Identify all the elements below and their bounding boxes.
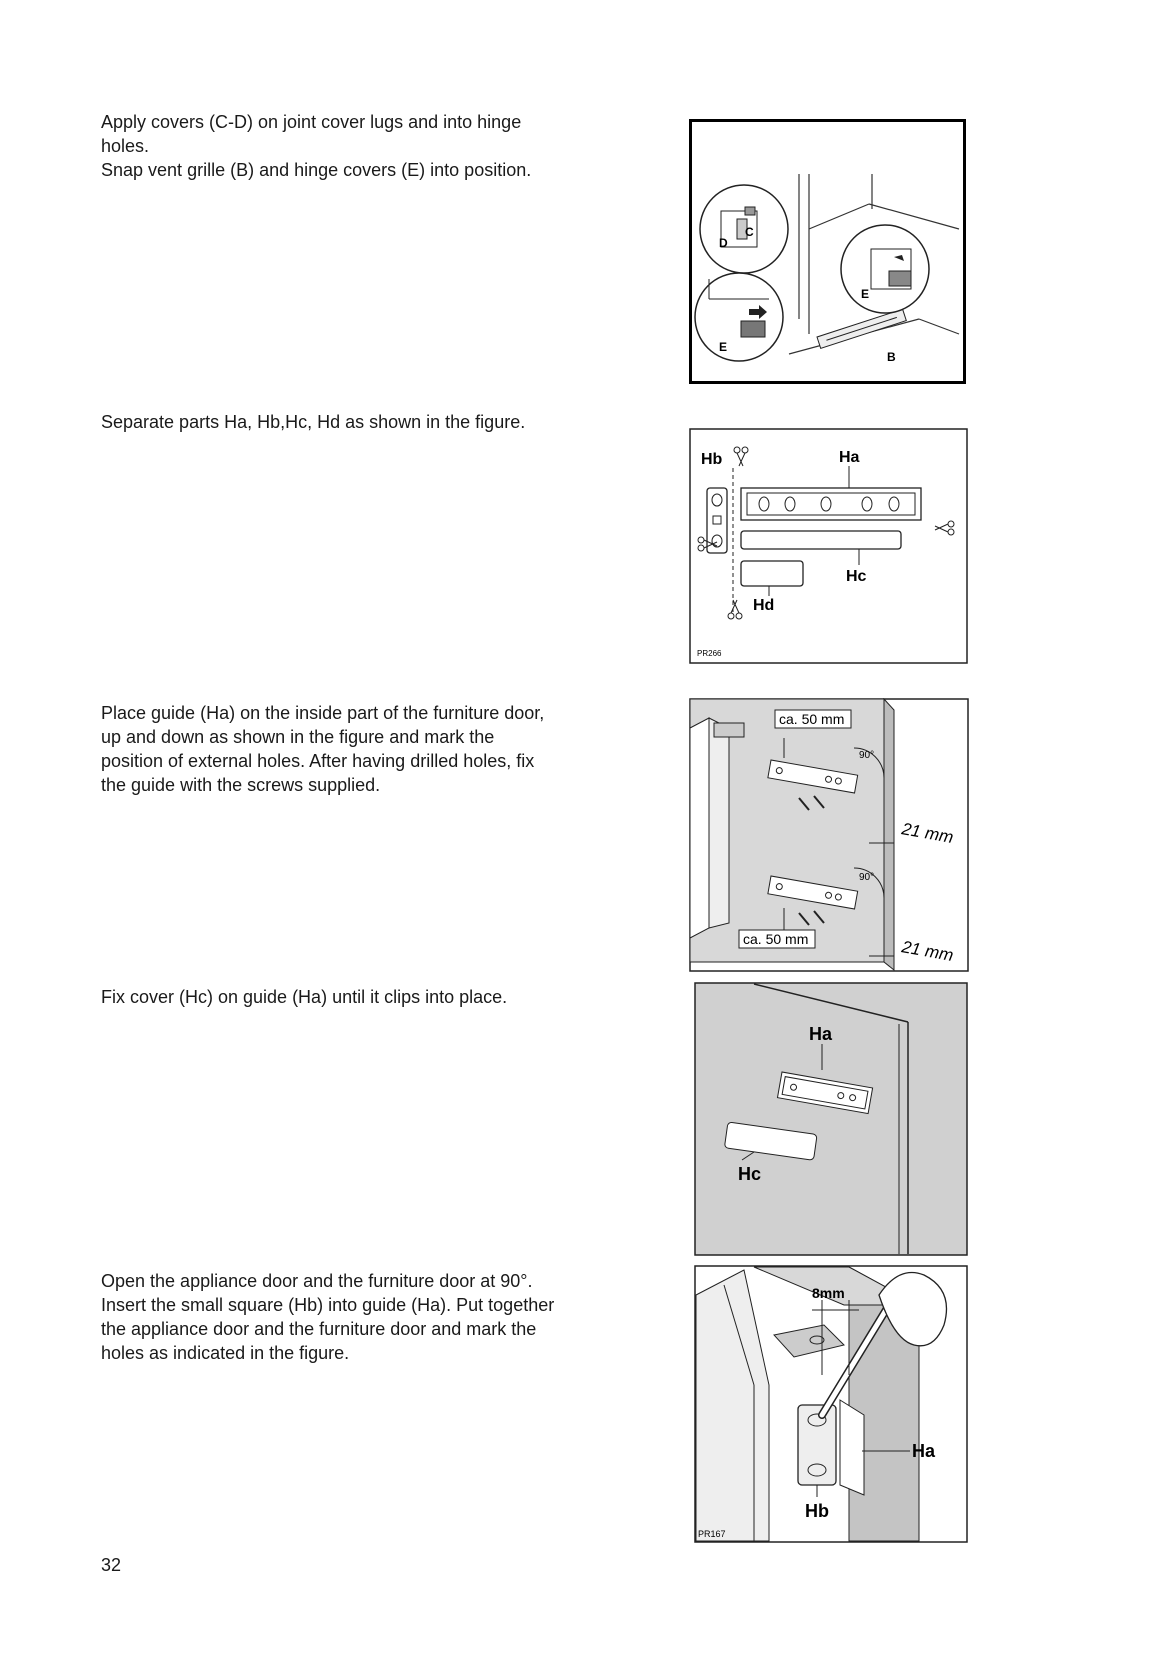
label-b: B <box>887 350 896 364</box>
step-2-line-1: Separate parts Ha, Hb,Hc, Hd as shown in the figure. <box>101 412 526 432</box>
step-2-text <box>101 410 561 434</box>
step-1-line-2: Snap vent grille (B) and hinge covers (E) into position. <box>101 160 532 180</box>
step-4-text <box>101 985 561 1009</box>
figure-code: PR266 <box>697 649 722 658</box>
figure-code: PR167 <box>698 1529 726 1539</box>
figure-cover-on-guide <box>694 982 968 1256</box>
step-1-line-1: Apply covers (C-D) on joint cover lugs and into hinge holes. <box>101 112 522 156</box>
step-3-line-1: Place guide (Ha) on the inside part of the furniture door, up and down as shown in the figure and mark the position of external holes. After having drilled holes, fix the guide with the screws supplied. <box>101 703 545 795</box>
label-hb: Hb <box>701 451 723 468</box>
label-hb: Hb <box>805 1501 829 1521</box>
figure-covers <box>689 119 966 384</box>
label-e-left: E <box>719 340 728 354</box>
label-hc: Hc <box>846 568 867 585</box>
label-ha: Ha <box>839 449 860 466</box>
step-1-text <box>101 110 561 182</box>
offset-bottom: 21 mm <box>900 937 955 965</box>
step-5-line-1: Open the appliance door and the furniture door at 90°. Insert the small square (Hb) into guide (Ha). Put together the appliance door and the furniture door and mark the holes as indicated in the figure. <box>101 1271 555 1363</box>
label-ha: Ha <box>809 1024 833 1044</box>
label-hc: Hc <box>738 1164 762 1184</box>
figure-parts <box>689 428 968 664</box>
step-5-text <box>101 1269 561 1365</box>
step-3-text <box>101 701 561 797</box>
step-4-line-1: Fix cover (Hc) on guide (Ha) until it clips into place. <box>101 987 508 1007</box>
offset-top: 21 mm <box>900 819 955 847</box>
label-ha: Ha <box>912 1441 936 1461</box>
label-d: D <box>719 236 728 250</box>
label-hd: Hd <box>753 597 775 614</box>
label-8mm: 8mm <box>812 1285 845 1301</box>
label-c: C <box>745 225 754 239</box>
dim-bottom: ca. 50 mm <box>743 931 809 947</box>
dim-top: ca. 50 mm <box>779 711 845 727</box>
page-number: 32 <box>101 1555 122 1575</box>
figure-guide-placement <box>689 698 969 972</box>
angle-bottom: 90° <box>859 872 875 883</box>
label-e-right: E <box>861 287 870 301</box>
angle-top: 90° <box>859 750 875 761</box>
figure-mark-holes <box>694 1265 968 1543</box>
